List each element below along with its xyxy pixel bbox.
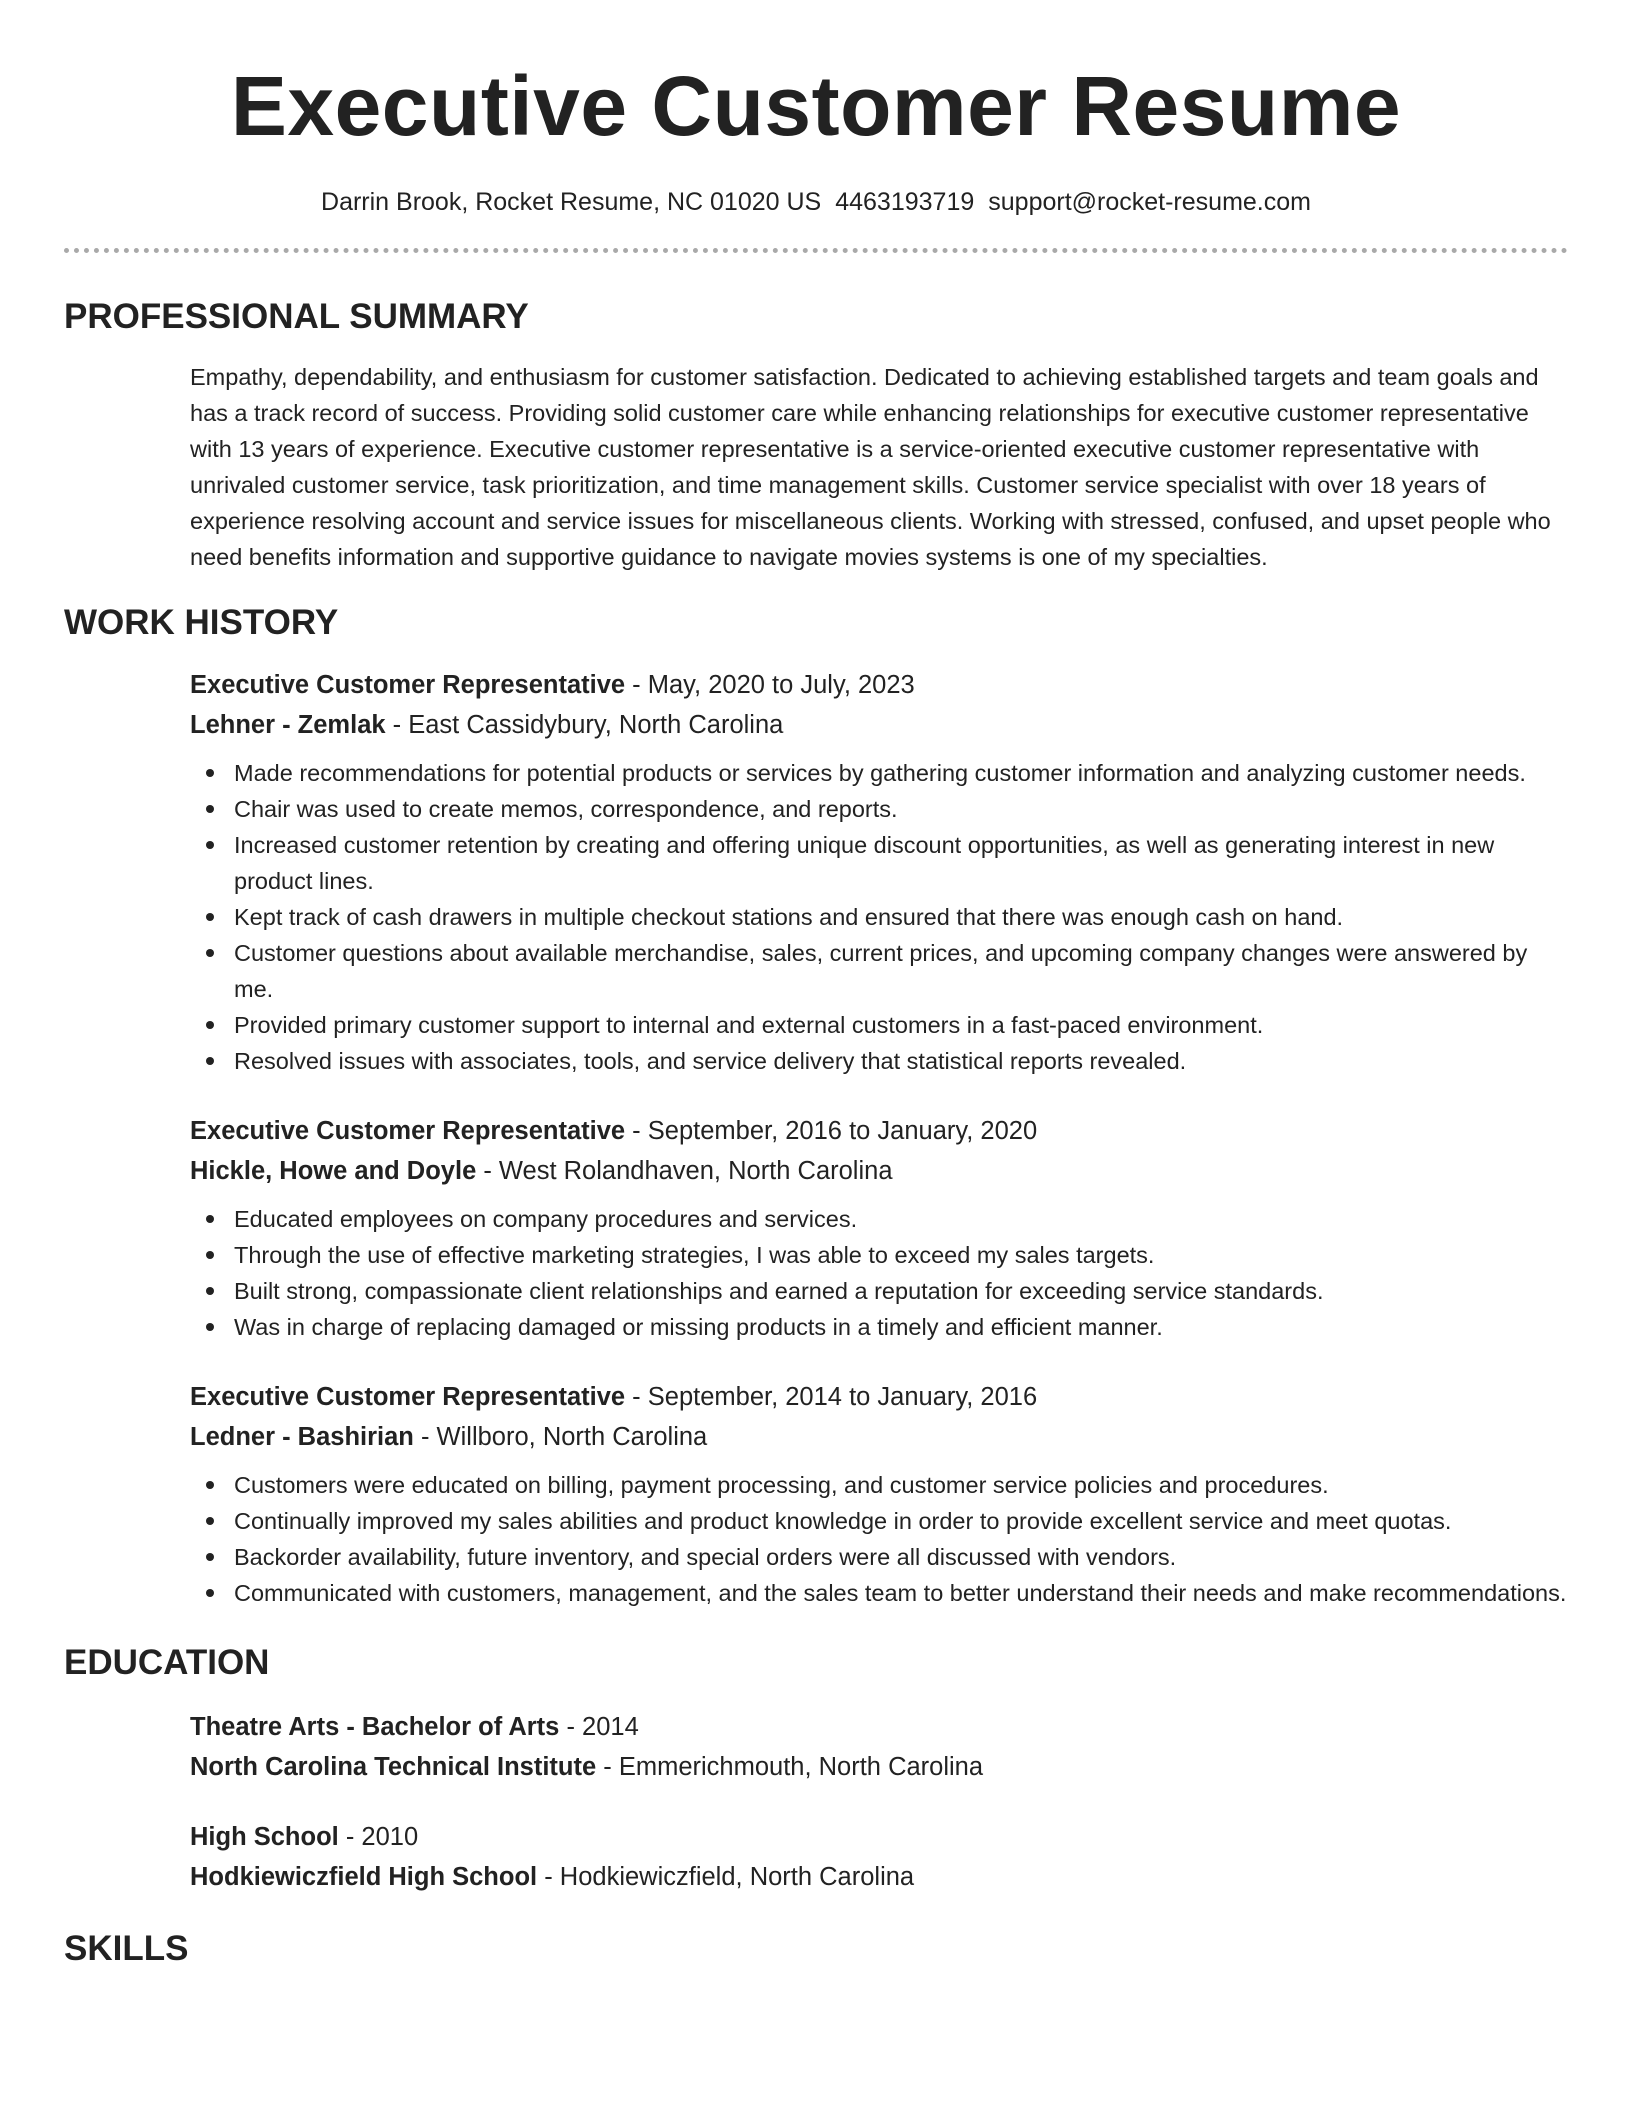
summary-heading: PROFESSIONAL SUMMARY <box>64 297 529 336</box>
job-bullet: Customers were educated on billing, payment processing, and customer service policies and procedures. <box>234 1467 1568 1503</box>
education-school: Hodkiewiczfield High School <box>190 1863 538 1891</box>
job-title-line <box>190 1377 1568 1417</box>
job-bullet: Was in charge of replacing damaged or missing products in a timely and efficient manner. <box>234 1309 1568 1345</box>
job-bullet: Built strong, compassionate client relationships and earned a reputation for exceeding service standards. <box>234 1273 1568 1309</box>
job-title: Executive Customer Representative <box>190 1117 626 1145</box>
work-history-heading: WORK HISTORY <box>64 603 339 642</box>
job-bullets <box>190 1467 1568 1611</box>
header-divider <box>64 248 1568 253</box>
job-bullets <box>190 755 1568 1079</box>
education-year: - 2014 <box>559 1713 639 1741</box>
job-bullet: Increased customer retention by creating and offering unique discount opportunities, as well as generating interest in new product lines. <box>234 827 1568 899</box>
job-bullet: Kept track of cash drawers in multiple checkout stations and ensured that there was enough cash on hand. <box>234 899 1568 935</box>
education-entry <box>190 1707 1568 1787</box>
contact-line <box>64 186 1568 218</box>
job-location: - East Cassidybury, North Carolina <box>385 711 784 739</box>
education-school-line <box>190 1747 1568 1787</box>
job-entry <box>190 1111 1568 1345</box>
job-bullet: Backorder availability, future inventory, and special orders were all discussed with vendors. <box>234 1539 1568 1575</box>
education-degree-line <box>190 1707 1568 1747</box>
job-title-line <box>190 665 1568 705</box>
summary-text: Empathy, dependability, and enthusiasm for customer satisfaction. Dedicated to achieving established targets and team goals and has a track record of success. Providing solid customer care while enhancing relationships for executive customer representative with 13 years of experience. Executive customer representative is a service-oriented executive customer representative with unrivaled customer service, task prioritization, and time management skills. Customer service specialist with over 18 years of experience resolving account and service issues for miscellaneous clients. Working with stressed, confused, and upset people who need benefits information and supportive guidance to navigate movies systems is one of my specialties. <box>190 364 1551 570</box>
contact-address: Darrin Brook, Rocket Resume, NC 01020 US <box>321 188 822 216</box>
job-location: - Willboro, North Carolina <box>413 1423 708 1451</box>
education-year: - 2010 <box>338 1823 419 1851</box>
job-bullet: Chair was used to create memos, correspondence, and reports. <box>234 791 1568 827</box>
job-title: Executive Customer Representative <box>190 671 626 699</box>
job-title: Executive Customer Representative <box>190 1383 626 1411</box>
education-heading: EDUCATION <box>64 1643 270 1682</box>
job-bullet: Made recommendations for potential products or services by gathering customer information and analyzing customer needs. <box>234 755 1568 791</box>
job-entry <box>190 1377 1568 1611</box>
job-company-line <box>190 1151 1568 1191</box>
job-location: - West Rolandhaven, North Carolina <box>476 1157 893 1185</box>
job-bullet: Continually improved my sales abilities and product knowledge in order to provide excellent service and meet quotas. <box>234 1503 1568 1539</box>
job-title-line <box>190 1111 1568 1151</box>
education-school: North Carolina Technical Institute <box>190 1753 597 1781</box>
job-bullet: Resolved issues with associates, tools, and service delivery that statistical reports revealed. <box>234 1043 1568 1079</box>
job-company: Hickle, Howe and Doyle <box>190 1157 477 1185</box>
job-bullet: Provided primary customer support to internal and external customers in a fast-paced environment. <box>234 1007 1568 1043</box>
education-location: - Emmerichmouth, North Carolina <box>596 1753 984 1781</box>
job-bullet: Educated employees on company procedures and services. <box>234 1201 1568 1237</box>
contact-phone: 4463193719 <box>835 188 975 216</box>
education-school-line <box>190 1857 1568 1897</box>
education-degree-line <box>190 1817 1568 1857</box>
job-company: Ledner - Bashirian <box>190 1423 414 1451</box>
job-bullet: Communicated with customers, management, and the sales team to better understand their needs and make recommendations. <box>234 1575 1568 1611</box>
education-location: - Hodkiewiczfield, North Carolina <box>537 1863 915 1891</box>
job-bullet: Through the use of effective marketing strategies, I was able to exceed my sales targets. <box>234 1237 1568 1273</box>
education-degree: High School <box>190 1823 339 1851</box>
job-entry <box>190 665 1568 1079</box>
job-dates: - September, 2016 to January, 2020 <box>625 1117 1038 1145</box>
job-dates: - September, 2014 to January, 2016 <box>625 1383 1038 1411</box>
job-dates: - May, 2020 to July, 2023 <box>625 671 915 699</box>
job-company-line <box>190 705 1568 745</box>
job-company: Lehner - Zemlak <box>190 711 386 739</box>
skills-heading: SKILLS <box>64 1929 189 1968</box>
education-degree: Theatre Arts - Bachelor of Arts <box>190 1713 560 1741</box>
education-entry <box>190 1817 1568 1897</box>
job-company-line <box>190 1417 1568 1457</box>
job-bullet: Customer questions about available merchandise, sales, current prices, and upcoming company changes were answered by me. <box>234 935 1568 1007</box>
job-bullets <box>190 1201 1568 1345</box>
resume-title: Executive Customer Resume <box>230 59 1402 153</box>
contact-email: support@rocket-resume.com <box>988 188 1311 216</box>
